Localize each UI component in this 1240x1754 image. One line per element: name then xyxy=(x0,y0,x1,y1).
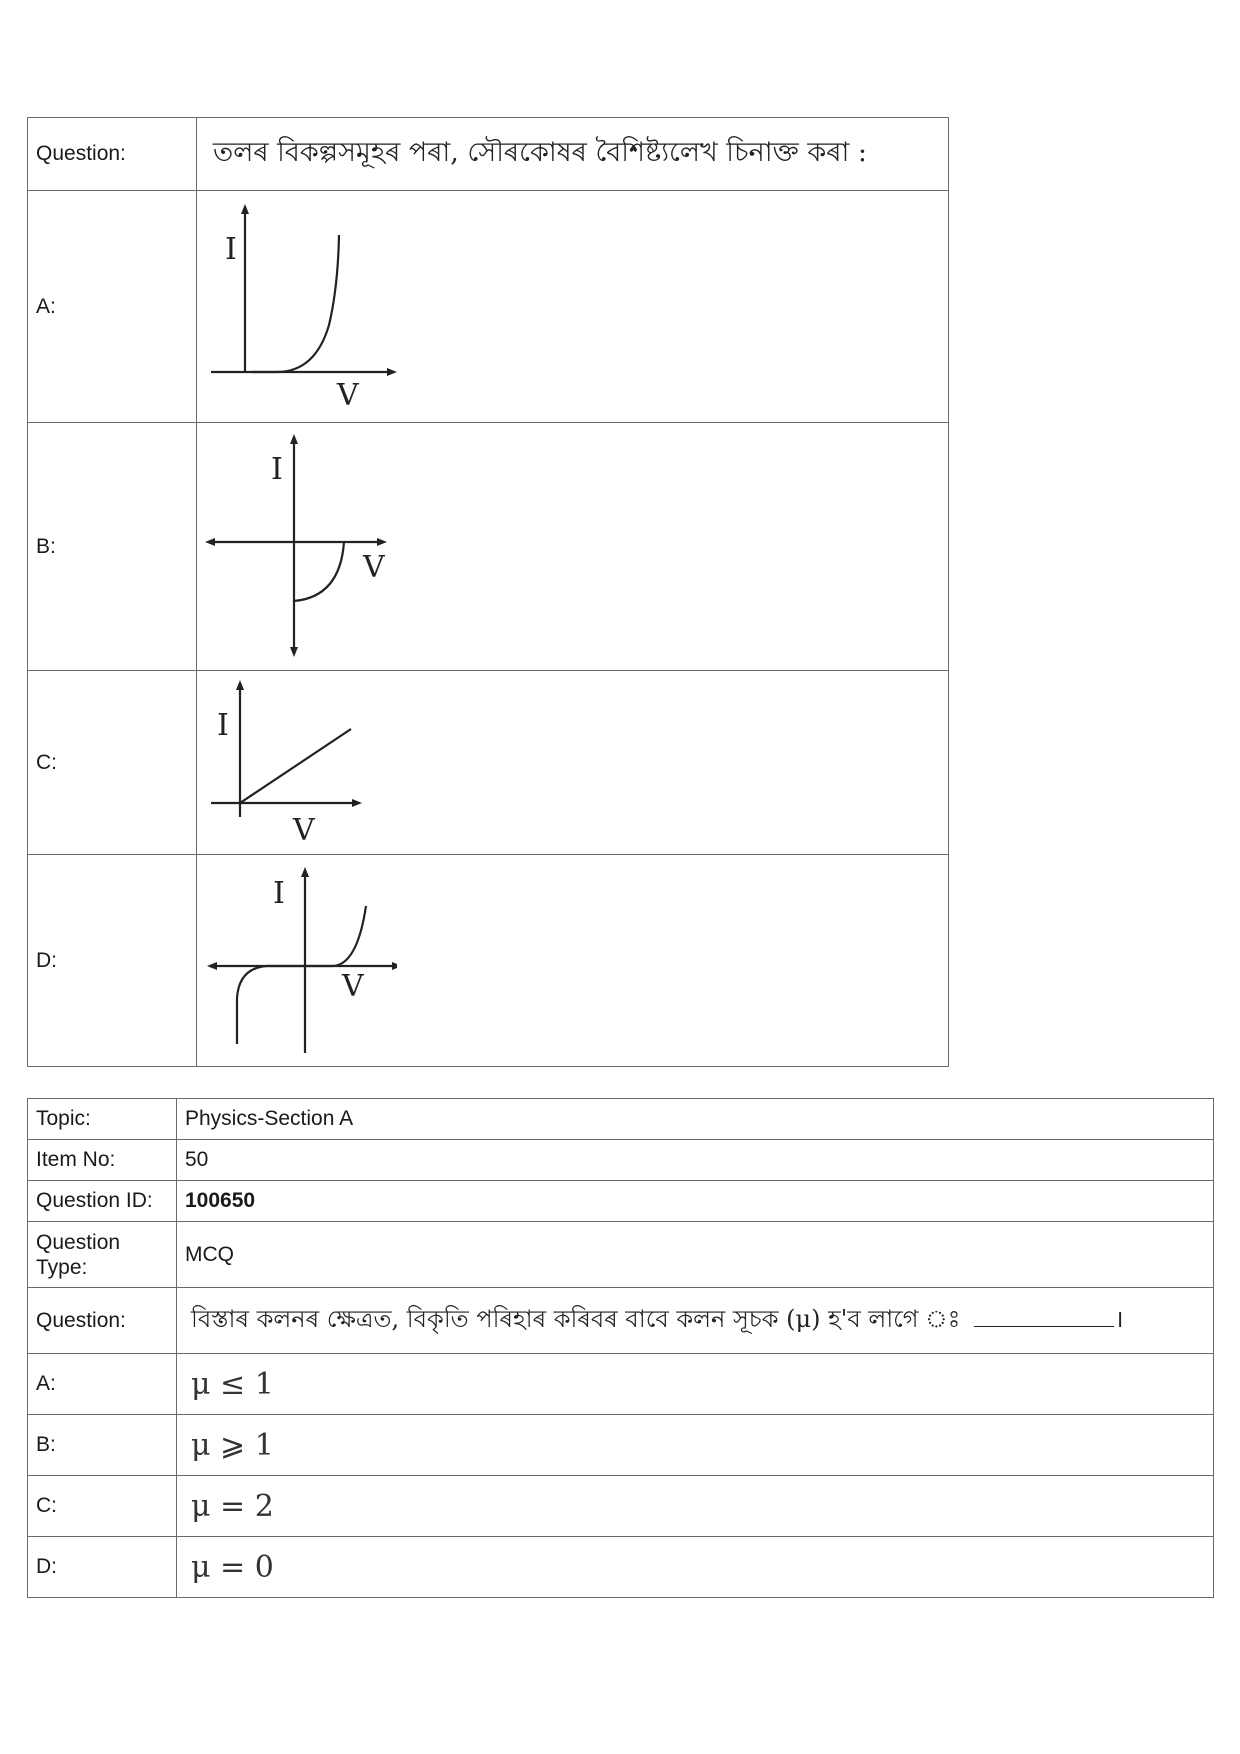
option-text-d[interactable]: μ = 0 xyxy=(177,1537,1214,1598)
option-graph-d[interactable] xyxy=(197,855,949,1067)
option-text-a[interactable]: μ ≤ 1 xyxy=(177,1354,1214,1415)
question-type-row xyxy=(28,1222,1214,1288)
option-row-c xyxy=(28,1476,1214,1537)
iv-curve-breakdown xyxy=(237,966,305,1044)
item-no-value: 50 xyxy=(177,1140,1214,1181)
graph-a-icon xyxy=(197,197,397,412)
topic-row xyxy=(28,1099,1214,1140)
option-label: C: xyxy=(28,1476,177,1537)
v-label: V xyxy=(293,813,315,845)
graph-b-icon xyxy=(197,427,397,662)
question-table-1 xyxy=(27,117,949,1067)
v-label: V xyxy=(337,377,359,412)
question-text: তলৰ বিকল্পসমূহৰ পৰা, সৌৰকোষৰ বৈশিষ্ট্যলেখ চিনাক্ত কৰা : xyxy=(197,118,949,191)
question-id-label: Question ID: xyxy=(28,1181,177,1222)
iv-curve xyxy=(252,235,339,372)
question-text-cell xyxy=(177,1288,1214,1354)
graph-c-icon xyxy=(197,675,397,845)
question-label: Question: xyxy=(28,118,197,191)
v-label: V xyxy=(363,549,385,585)
option-label: B: xyxy=(28,423,197,671)
question-end: । xyxy=(1114,1304,1124,1333)
answer-blank xyxy=(974,1316,1114,1327)
iv-curve-forward xyxy=(305,906,366,966)
option-label: D: xyxy=(28,855,197,1067)
item-row xyxy=(28,1140,1214,1181)
i-label: I xyxy=(225,231,237,267)
topic-value: Physics-Section A xyxy=(177,1099,1214,1140)
option-row-a xyxy=(28,1354,1214,1415)
question-id-value: 100650 xyxy=(177,1181,1214,1222)
question-label: Question: xyxy=(28,1288,177,1354)
question-text: বিস্তাৰ কলনৰ ক্ষেত্ৰত, বিকৃতি পৰিহাৰ কৰিবৰ বাবে কলন সূচক (μ) হ'ব লাগে ঃ xyxy=(191,1304,961,1333)
item-no-label: Item No: xyxy=(28,1140,177,1181)
graph-d-icon xyxy=(197,858,397,1058)
option-label: D: xyxy=(28,1537,177,1598)
i-label: I xyxy=(271,451,283,487)
option-row-c xyxy=(28,671,949,855)
v-label: V xyxy=(342,969,364,1004)
option-row-a xyxy=(28,191,949,423)
option-row-d xyxy=(28,1537,1214,1598)
option-text-c[interactable]: μ = 2 xyxy=(177,1476,1214,1537)
option-label: B: xyxy=(28,1415,177,1476)
iv-curve xyxy=(294,542,344,601)
option-row-d xyxy=(28,855,949,1067)
topic-label: Topic: xyxy=(28,1099,177,1140)
question-type-label: Question Type: xyxy=(28,1222,177,1288)
question-type-value: MCQ xyxy=(177,1222,1214,1288)
option-row-b xyxy=(28,423,949,671)
option-label: A: xyxy=(28,1354,177,1415)
option-row-b xyxy=(28,1415,1214,1476)
option-text-b[interactable]: μ ⩾ 1 xyxy=(177,1415,1214,1476)
option-label: C: xyxy=(28,671,197,855)
question-row xyxy=(28,1288,1214,1354)
option-label: A: xyxy=(28,191,197,423)
option-graph-b[interactable] xyxy=(197,423,949,671)
iv-line xyxy=(240,729,351,803)
question-id-row xyxy=(28,1181,1214,1222)
option-graph-c[interactable] xyxy=(197,671,949,855)
option-graph-a[interactable] xyxy=(197,191,949,423)
i-label: I xyxy=(217,708,229,743)
i-label: I xyxy=(273,876,285,911)
question-table-2 xyxy=(27,1098,1214,1598)
question-row xyxy=(28,118,949,191)
